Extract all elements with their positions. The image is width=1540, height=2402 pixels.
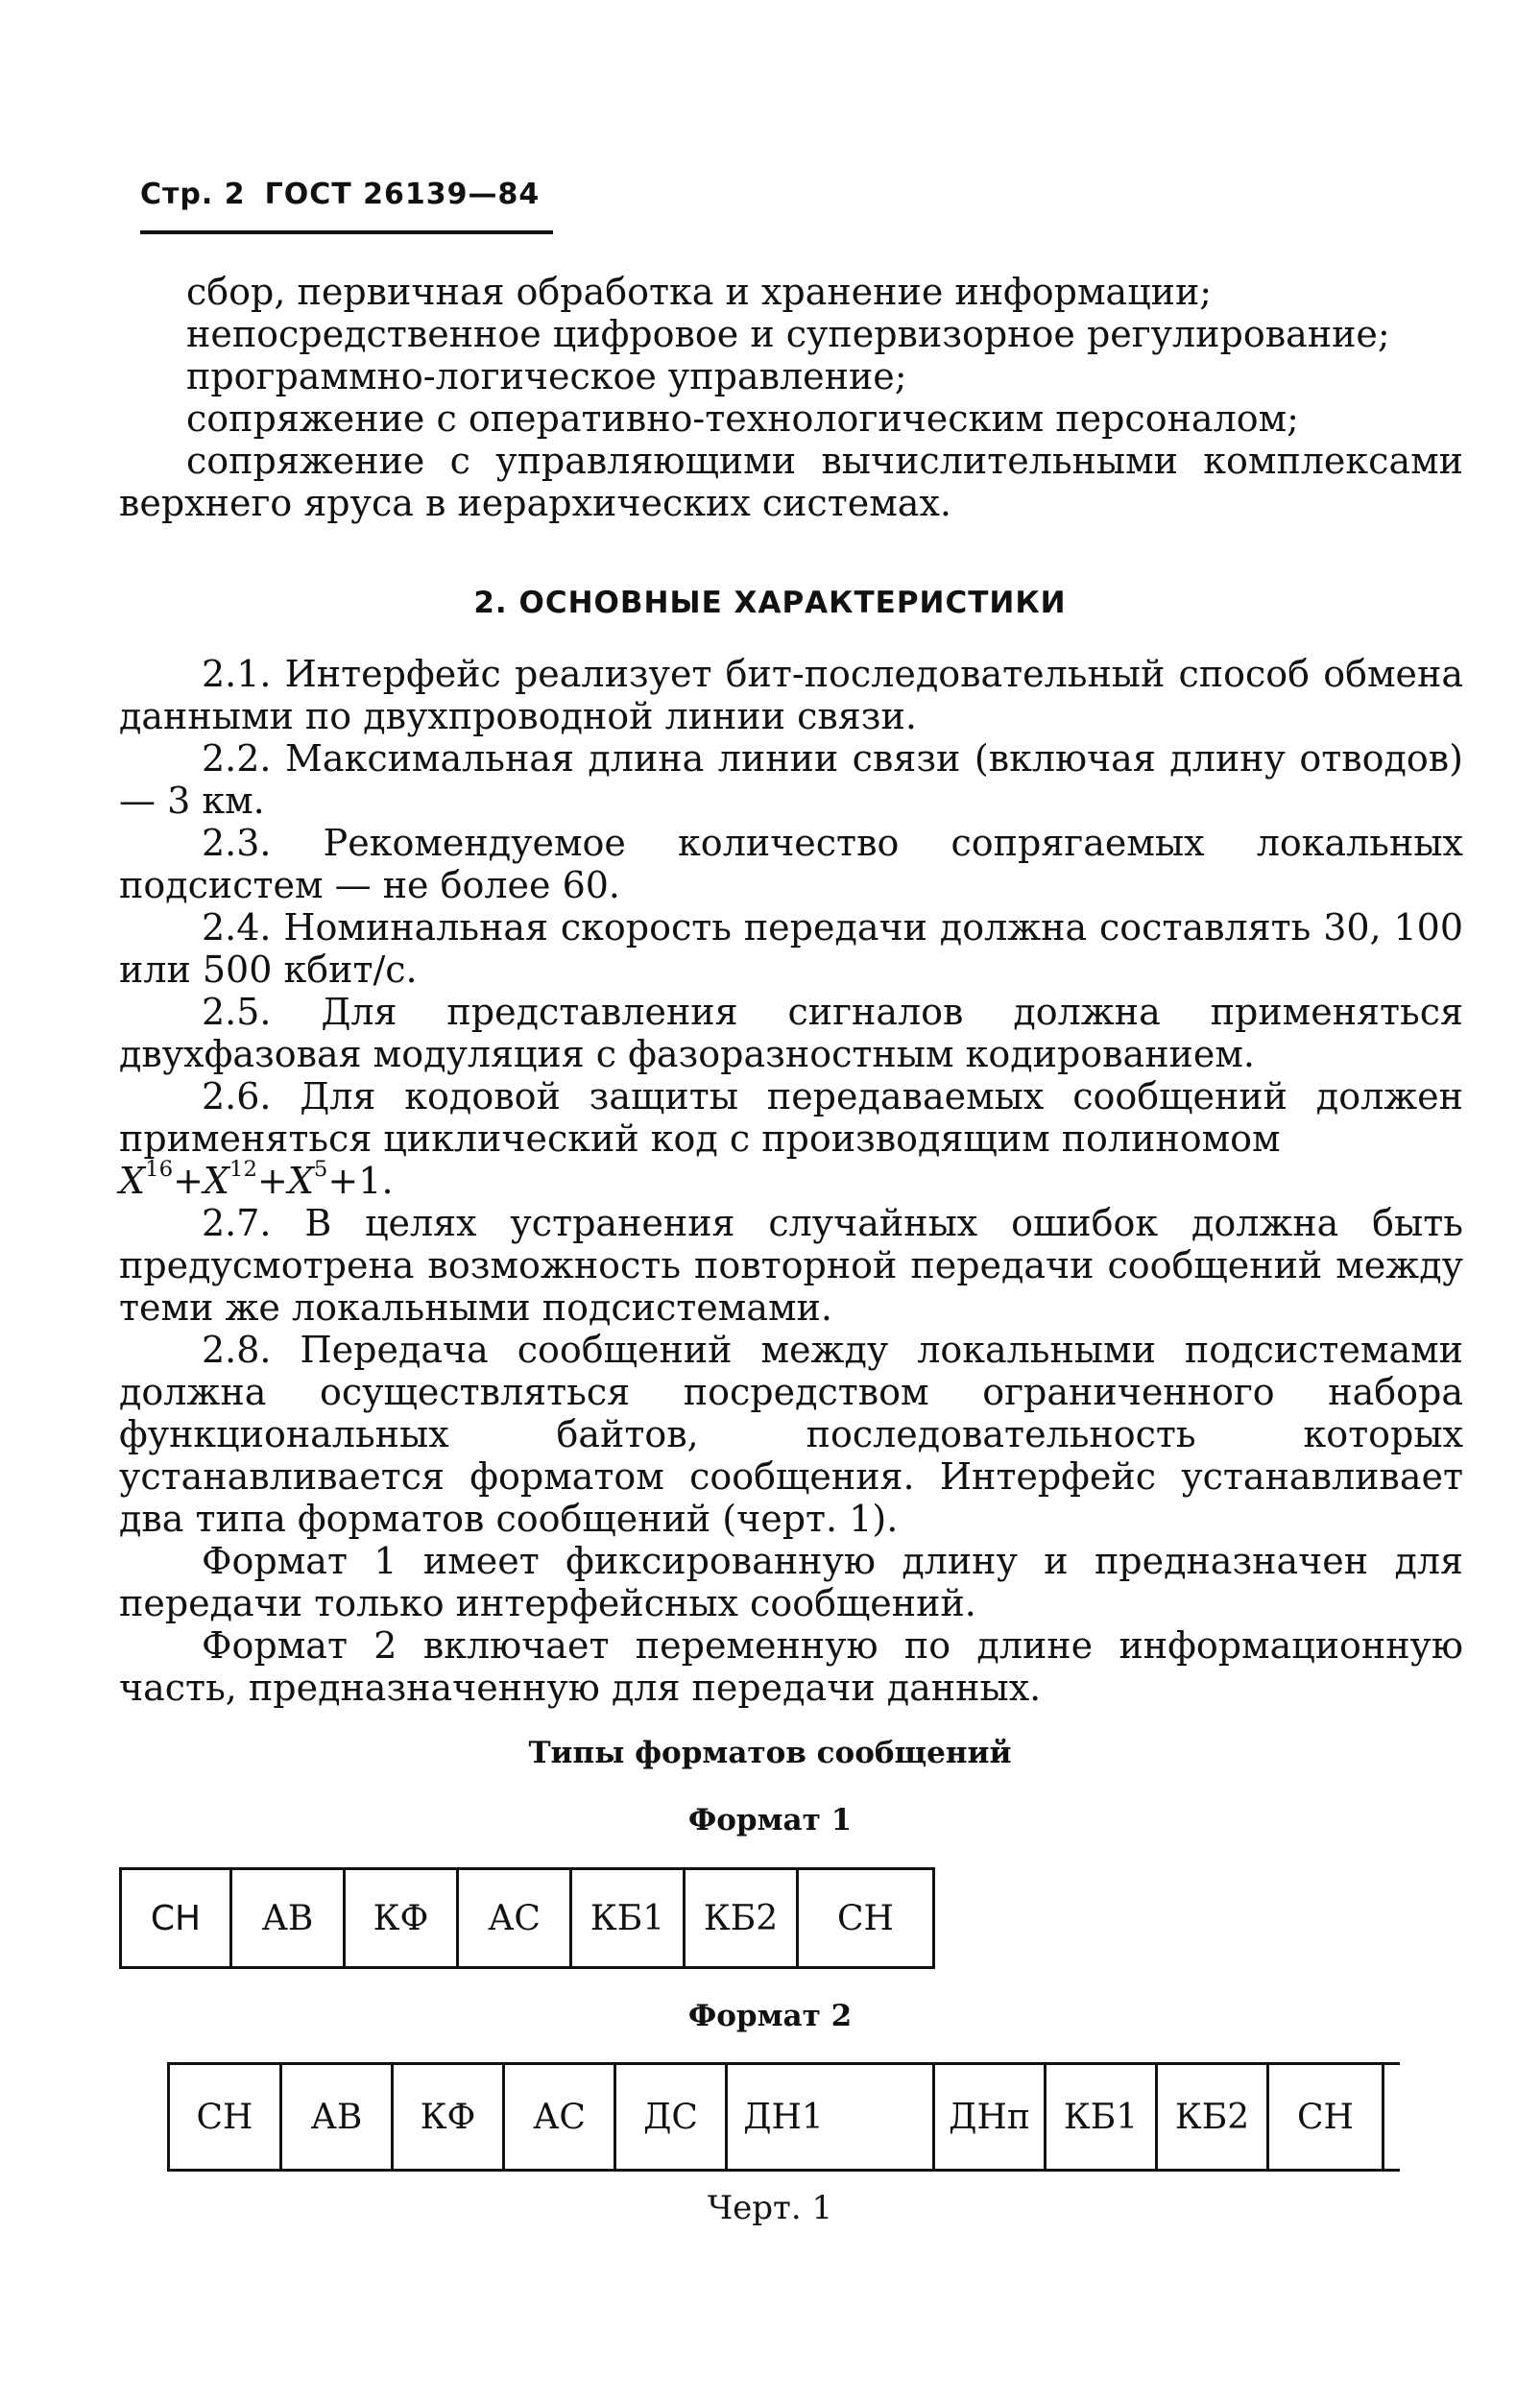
clause: 2.5. Для представления сигналов должна применяться двухфазовая модуляция с фазоразностным кодированием. (119, 991, 1463, 1075)
document-code: ГОСТ 26139—84 (264, 178, 541, 211)
format2-cell: СН (1269, 2065, 1384, 2169)
format2-gap (839, 2065, 935, 2169)
format1-title: Формат 1 (687, 1803, 853, 1838)
intro-line: программно-логическое управление; (186, 355, 907, 397)
format1-table (119, 1867, 935, 1969)
intro-line: непосредственное цифровое и супервизорное регулирование; (186, 313, 1390, 355)
format1-cell: АВ (232, 1870, 346, 1966)
format1-cell: КФ (346, 1870, 459, 1966)
format2-cell: АС (505, 2065, 616, 2169)
figure-title: Типы форматов сообщений (528, 1736, 1012, 1770)
intro-line: сопряжение с оперативно-технологическим персоналом; (186, 397, 1299, 440)
page-header (140, 178, 540, 211)
intro-line: сбор, первичная обработка и хранение информации; (186, 271, 1213, 313)
format1-cell: СН (119, 1870, 232, 1966)
clause: 2.6. Для кодовой защиты передаваемых сообщений должен применяться циклический код с производящим полиномом (119, 1075, 1463, 1160)
format1-cell: КБ1 (572, 1870, 686, 1966)
clause: 2.8. Передача сообщений между локальными подсистемами должна осуществляться посредством ограниченного набора функциональных байтов, последовательность которых устанавливается форматом сообщения. Интерфейс устанавливает два типа форматов сообщений (черт. 1). (119, 1329, 1463, 1540)
format2-cell: СН (167, 2065, 282, 2169)
header-rule (140, 230, 553, 234)
format2-cell: ДН1 (743, 2097, 824, 2137)
page-number: Стр. 2 (140, 178, 246, 211)
format1-cell: КБ2 (686, 1870, 799, 1966)
format2-cell: КФ (394, 2065, 505, 2169)
paragraph: Формат 1 имеет фиксированную длину и предназначен для передачи только интерфейсных сообщений. (119, 1540, 1463, 1624)
format2-cell: АВ (282, 2065, 394, 2169)
format2-cell: ДС (616, 2065, 728, 2169)
polynomial: $X^{16}+X^{12}+X^5+1$. (119, 1156, 394, 1202)
section-title: 2. ОСНОВНЫЕ ХАРАКТЕРИСТИКИ (473, 586, 1067, 620)
format1-cell: СН (799, 1870, 935, 1966)
intro-list (119, 271, 1463, 524)
format2-cell: ДНп (935, 2065, 1047, 2169)
paragraph: Формат 2 включает переменную по длине информационную часть, предназначенную для передачи данных. (119, 1624, 1463, 1709)
section-body (119, 653, 1463, 1709)
format2-cell: КБ2 (1158, 2065, 1269, 2169)
clause: 2.7. В целях устранения случайных ошибок должна быть предусмотрена возможность повторной передачи сообщений между теми же локальными подсистемами. (119, 1202, 1463, 1329)
clause: 2.4. Номинальная скорость передачи должна составлять 30, 100 или 500 кбит/с. (119, 906, 1463, 991)
figure-caption: Черт. 1 (707, 2189, 833, 2227)
format2-table (167, 2062, 1400, 2172)
format2-title: Формат 2 (687, 1999, 853, 2033)
intro-line: сопряжение с управляющими вычислительными комплексами верхнего яруса в иерархических системах. (119, 440, 1463, 524)
format1-cell: АС (459, 1870, 572, 1966)
clause: 2.1. Интерфейс реализует бит-последовательный способ обмена данными по двухпроводной линии связи. (119, 653, 1463, 737)
format2-cell: КБ1 (1047, 2065, 1158, 2169)
clause: 2.3. Рекомендуемое количество сопрягаемых локальных подсистем — не более 60. (119, 822, 1463, 906)
clause: 2.2. Максимальная длина линии связи (включая длину отводов) — 3 км. (119, 737, 1463, 822)
